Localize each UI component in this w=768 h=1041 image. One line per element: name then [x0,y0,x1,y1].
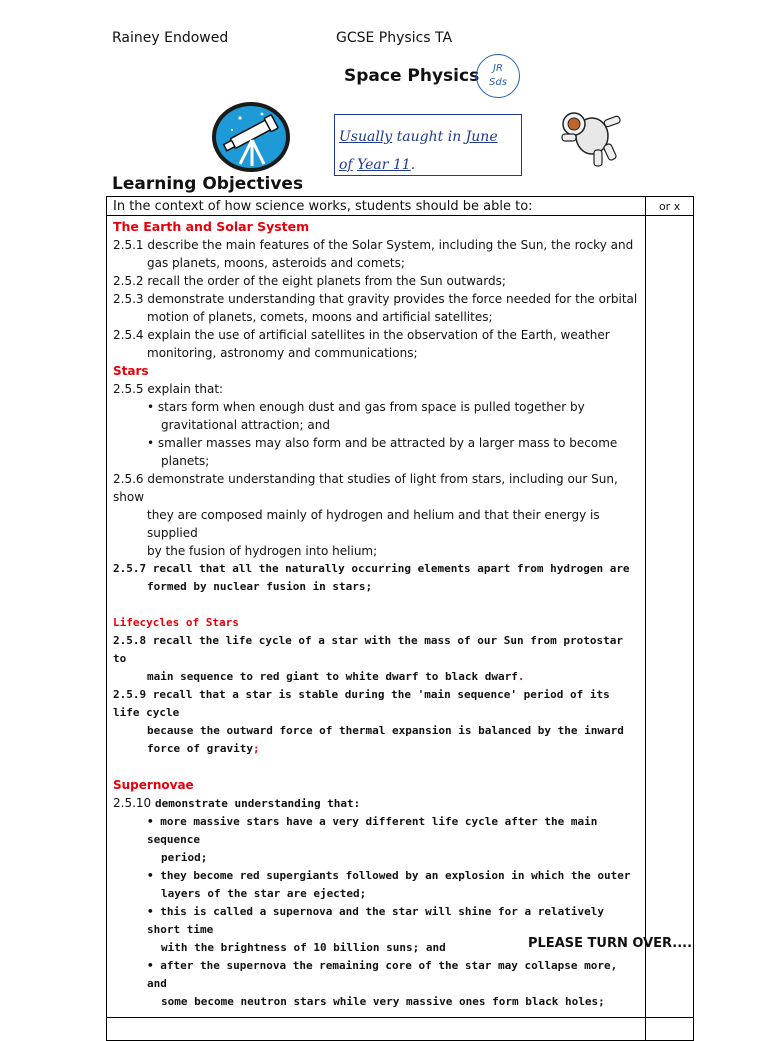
note-word-taught: taught in [396,129,462,145]
objective-2-5-6-cont2: by the fusion of hydrogen into helium; [147,544,378,558]
bullet-stars-form-cont: gravitational attraction; and [161,418,330,432]
mark-cell[interactable] [646,216,694,1018]
objectives-table [106,196,694,1041]
objective-2-5-6: 2.5.6 demonstrate understanding that studies of light from stars, including our Sun, show [113,472,618,504]
section-heading-lifecycles: Lifecycles of Stars [113,616,239,629]
note-word-of: of [339,157,353,173]
initials-line1: JR [493,63,503,74]
spacer [113,758,639,776]
objective-2-5-8: 2.5.8 recall the life cycle of a star with the mass of our Sun from protostar to [113,634,623,665]
note-word-june: June [465,129,498,145]
course-name: GCSE Physics TA [336,30,453,46]
objective-2-5-8-cont [113,668,639,686]
objective-2-5-4: 2.5.4 explain the use of artificial satellites in the observation of the Earth, weather [113,328,610,342]
objective-2-5-9-end: ; [252,742,260,755]
objective-2-5-10-number: 2.5.10 [113,796,152,810]
section-heading-supernovae: Supernovae [113,778,194,792]
please-turn-over: PLEASE TURN OVER.... [528,936,693,951]
objective-2-5-5: 2.5.5 explain that: [113,382,224,396]
section-heading-earth: The Earth and Solar System [113,219,310,234]
objective-2-5-7-cont: formed by nuclear fusion in stars; [147,580,373,593]
objective-2-5-1: 2.5.1 describe the main features of the Solar System, including the Sun, the rocky and [113,238,634,252]
bullet-red-supergiants: • they become red supergiants followed by an explosion in which the outer [147,869,631,882]
objective-2-5-2: 2.5.2 recall the order of the eight planets from the Sun outwards; [113,274,506,288]
handwritten-note-box [334,114,522,176]
bullet-smaller-masses: • smaller masses may also form and be attracted by a larger mass to become [147,436,618,450]
bullet-stars-form: • stars form when enough dust and gas from space is pulled together by [147,400,585,414]
teacher-initials-stamp [476,54,520,98]
telescope-icon [210,100,292,174]
table-row [107,216,694,1018]
blank-cell [107,1018,646,1041]
objective-2-5-8-text: main sequence to red giant to white dwarf to black dwarf [147,670,518,683]
page-title: Space Physics [344,66,480,86]
objective-2-5-9-cont1: because the outward force of thermal expansion is balanced by the inward [147,724,624,737]
bullet-red-supergiants-cont: layers of the star are ejected; [161,887,367,900]
objective-2-5-9: 2.5.9 recall that a star is stable during the 'main sequence' period of its life cycle [113,688,610,719]
note-word-year: Year 11 [357,157,411,173]
objective-2-5-3-cont: motion of planets, comets, moons and artificial satellites; [147,310,493,324]
objectives-cell [107,216,646,1018]
mark-column-header: or x [646,197,694,216]
objective-2-5-9-text: force of gravity [147,742,253,755]
school-name: Rainey Endowed [112,30,229,46]
table-intro: In the context of how science works, students should be able to: [107,197,646,216]
bullet-remaining-core-cont: some become neutron stars while very massive ones form black holes; [161,995,605,1008]
section-heading-stars: Stars [113,364,149,378]
bullet-massive-stars-cont: period; [161,851,208,864]
spacer [113,596,639,614]
note-word-usually: Usually [339,129,393,145]
bullet-supernova: • this is called a supernova and the star will shine for a relatively short time [147,905,604,936]
initials-line2: Sds [489,77,507,88]
learning-objectives-heading: Learning Objectives [112,174,304,194]
objective-2-5-6-cont1: they are composed mainly of hydrogen and helium and that their energy is supplied [147,508,600,540]
objective-2-5-4-cont: monitoring, astronomy and communications; [147,346,418,360]
objective-2-5-10 [113,794,639,813]
objective-2-5-3: 2.5.3 demonstrate understanding that gravity provides the force needed for the orbital [113,292,638,306]
bullet-smaller-masses-cont: planets; [161,454,210,468]
objective-2-5-10-text: demonstrate understanding that: [155,797,361,810]
table-row-blank [107,1018,694,1041]
table-header-row [107,197,694,216]
astronaut-icon [556,104,626,168]
note-line1 [339,123,521,151]
objective-2-5-9-cont2 [113,740,639,758]
objective-2-5-1-cont: gas planets, moons, asteroids and comets; [147,256,405,270]
objective-2-5-7: 2.5.7 recall that all the naturally occurring elements apart from hydrogen are [113,562,630,575]
blank-mark-cell[interactable] [646,1018,694,1041]
note-line2 [339,151,521,179]
objective-2-5-8-end: . [517,670,525,683]
note-period: . [410,157,416,173]
bullet-supernova-cont: with the brightness of 10 billion suns; and [161,941,446,954]
bullet-massive-stars: • more massive stars have a very different life cycle after the main sequence [147,815,598,846]
bullet-remaining-core: • after the supernova the remaining core of the star may collapse more, and [147,959,618,990]
